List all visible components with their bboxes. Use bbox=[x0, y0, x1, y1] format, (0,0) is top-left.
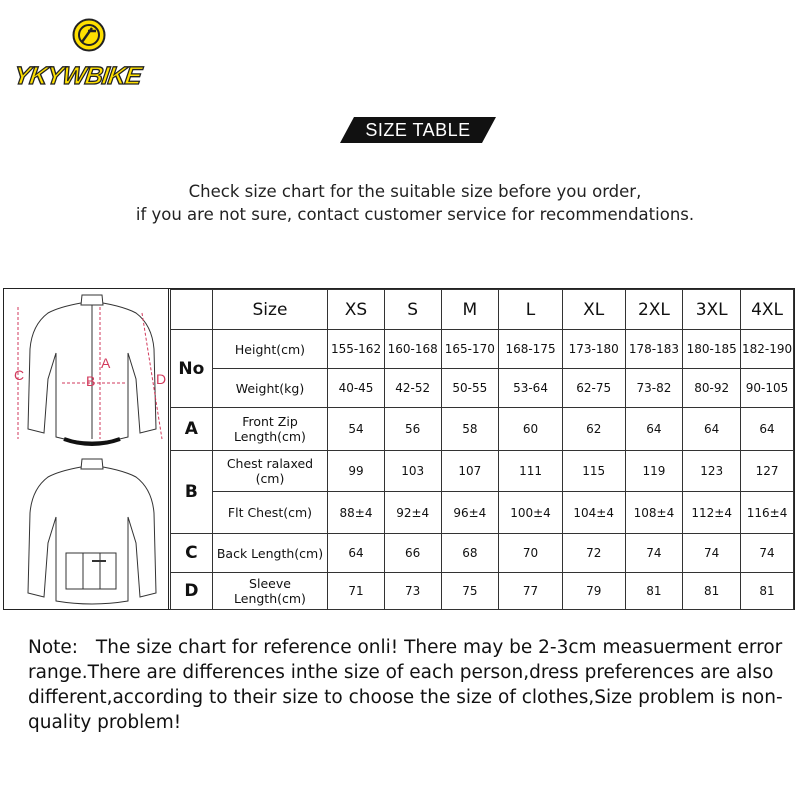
table-cell: 40-45 bbox=[328, 369, 385, 408]
table-cell: 81 bbox=[683, 573, 741, 610]
table-cell: 58 bbox=[441, 408, 499, 451]
brand-logo-text: YKYWBIKE bbox=[12, 62, 143, 90]
table-cell: 71 bbox=[328, 573, 385, 610]
table-cell: 74 bbox=[741, 534, 794, 573]
group-label-b: B bbox=[171, 451, 213, 534]
measurement-label-c: C bbox=[14, 367, 25, 383]
banner-title: SIZE TABLE bbox=[365, 120, 471, 140]
table-row bbox=[171, 451, 794, 492]
table-row bbox=[171, 573, 794, 610]
table-cell: 56 bbox=[384, 408, 441, 451]
table-cell: 53-64 bbox=[499, 369, 563, 408]
table-row bbox=[171, 534, 794, 573]
intro-line-1: Check size chart for the suitable size before you order, bbox=[188, 182, 642, 201]
table-cell: 96±4 bbox=[441, 492, 499, 534]
table-cell: 116±4 bbox=[741, 492, 794, 534]
size-column-header: L bbox=[499, 290, 563, 330]
table-cell: 119 bbox=[625, 451, 683, 492]
table-cell: 50-55 bbox=[441, 369, 499, 408]
row-label: Back Length(cm) bbox=[212, 534, 327, 573]
group-label-a: A bbox=[171, 408, 213, 451]
table-cell: 104±4 bbox=[562, 492, 625, 534]
table-cell: 64 bbox=[328, 534, 385, 573]
size-table-banner bbox=[340, 117, 496, 143]
brand-logo bbox=[14, 18, 164, 90]
row-label: Sleeve Length(cm) bbox=[212, 573, 327, 610]
row-label: Flt Chest(cm) bbox=[212, 492, 327, 534]
row-label: Chest ralaxed (cm) bbox=[212, 451, 327, 492]
row-label: Front Zip Length(cm) bbox=[212, 408, 327, 451]
table-cell: 90-105 bbox=[741, 369, 794, 408]
table-cell: 68 bbox=[441, 534, 499, 573]
table-cell: 168-175 bbox=[499, 330, 563, 369]
size-column-header: S bbox=[384, 290, 441, 330]
jersey-illustration bbox=[4, 289, 169, 609]
table-cell: 81 bbox=[625, 573, 683, 610]
intro-text bbox=[0, 180, 800, 226]
table-cell: 160-168 bbox=[384, 330, 441, 369]
cycling-logo-icon bbox=[72, 18, 106, 52]
table-cell: 54 bbox=[328, 408, 385, 451]
table-cell: 108±4 bbox=[625, 492, 683, 534]
table-cell: 111 bbox=[499, 451, 563, 492]
table-cell: 127 bbox=[741, 451, 794, 492]
table-cell: 178-183 bbox=[625, 330, 683, 369]
size-column-header: XS bbox=[328, 290, 385, 330]
table-cell: 103 bbox=[384, 451, 441, 492]
table-cell: 64 bbox=[625, 408, 683, 451]
table-cell: 72 bbox=[562, 534, 625, 573]
table-cell: 64 bbox=[683, 408, 741, 451]
table-cell: 115 bbox=[562, 451, 625, 492]
table-cell: 180-185 bbox=[683, 330, 741, 369]
table-row bbox=[171, 369, 794, 408]
size-column-header: 2XL bbox=[625, 290, 683, 330]
size-column-header: M bbox=[441, 290, 499, 330]
table-cell: 99 bbox=[328, 451, 385, 492]
size-column-header: XL bbox=[562, 290, 625, 330]
table-cell: 60 bbox=[499, 408, 563, 451]
table-cell: 70 bbox=[499, 534, 563, 573]
measurement-label-a: A bbox=[101, 355, 111, 371]
table-cell: 112±4 bbox=[683, 492, 741, 534]
table-row bbox=[171, 492, 794, 534]
table-cell: 64 bbox=[741, 408, 794, 451]
note-text: The size chart for reference onli! There may be 2-3cm measuerment error range.There are differences inthe size of each person,dress preferences are also different,according to their size to choose the size of clothes,Size problem is non-quality problem! bbox=[28, 637, 783, 733]
table-cell: 42-52 bbox=[384, 369, 441, 408]
table-header-row bbox=[171, 290, 794, 330]
measurement-label-b: B bbox=[86, 373, 96, 389]
table-cell: 66 bbox=[384, 534, 441, 573]
table-corner-cell bbox=[171, 290, 213, 330]
table-row bbox=[171, 330, 794, 369]
table-cell: 88±4 bbox=[328, 492, 385, 534]
table-cell: 165-170 bbox=[441, 330, 499, 369]
table-cell: 173-180 bbox=[562, 330, 625, 369]
table-cell: 73 bbox=[384, 573, 441, 610]
jersey-diagram-icon bbox=[4, 289, 167, 609]
table-row bbox=[171, 408, 794, 451]
table-cell: 77 bbox=[499, 573, 563, 610]
group-label-d: D bbox=[171, 573, 213, 610]
table-cell: 75 bbox=[441, 573, 499, 610]
disclaimer-note bbox=[28, 635, 788, 735]
table-cell: 81 bbox=[741, 573, 794, 610]
table-cell: 73-82 bbox=[625, 369, 683, 408]
row-label: Weight(kg) bbox=[212, 369, 327, 408]
table-cell: 62-75 bbox=[562, 369, 625, 408]
table-cell: 92±4 bbox=[384, 492, 441, 534]
size-table bbox=[170, 289, 794, 610]
table-cell: 182-190 bbox=[741, 330, 794, 369]
table-cell: 123 bbox=[683, 451, 741, 492]
size-chart-frame bbox=[3, 288, 795, 610]
table-cell: 100±4 bbox=[499, 492, 563, 534]
intro-line-2: if you are not sure, contact customer service for recommendations. bbox=[135, 205, 695, 224]
table-cell: 62 bbox=[562, 408, 625, 451]
group-label-c: C bbox=[171, 534, 213, 573]
table-cell: 107 bbox=[441, 451, 499, 492]
size-header-label: Size bbox=[212, 290, 327, 330]
table-cell: 74 bbox=[683, 534, 741, 573]
table-cell: 155-162 bbox=[328, 330, 385, 369]
table-cell: 74 bbox=[625, 534, 683, 573]
table-cell: 80-92 bbox=[683, 369, 741, 408]
note-label: Note: bbox=[28, 637, 79, 658]
row-label: Height(cm) bbox=[212, 330, 327, 369]
table-cell: 79 bbox=[562, 573, 625, 610]
size-column-header: 4XL bbox=[741, 290, 794, 330]
measurement-label-d: D bbox=[156, 371, 167, 387]
group-label-no: No bbox=[171, 330, 213, 408]
size-column-header: 3XL bbox=[683, 290, 741, 330]
